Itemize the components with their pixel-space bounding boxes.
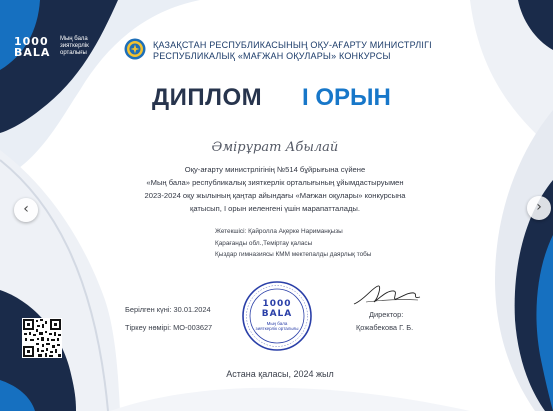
stamp-text-line3: Мың бала — [266, 321, 288, 326]
city-year: Астана қаласы, 2024 жыл — [226, 369, 334, 379]
director-label: Директор: — [369, 310, 404, 319]
carousel-prev-button[interactable] — [14, 198, 38, 222]
organization-stamp — [241, 280, 313, 352]
supervisor-school: Қыздар гимназиясы КММ мектепалды даярлық тобы — [215, 251, 372, 258]
logo-text-line2: зияткерлік — [60, 43, 89, 49]
body-line-3: 2023-2024 оқу жылының қаңтар айындағы «Мағжан оқулары» конкурсына — [144, 191, 406, 200]
stamp-mark-line2: BALA — [261, 309, 293, 319]
chevron-right-icon: › — [536, 199, 542, 215]
logo-mark-line1: 1000 — [14, 35, 49, 48]
diploma-title: ДИПЛОМ — [152, 84, 263, 111]
logo-text — [60, 36, 110, 57]
header-ministry: ҚАЗАҚСТАН РЕСПУБЛИКАСЫНЫҢ ОҚУ-АҒАРТУ МИНИСТРЛІГІ — [153, 40, 432, 50]
stamp-mark-line1: 1000 — [262, 299, 292, 309]
recipient-name: Әмірұрат Абылай — [211, 140, 339, 155]
diploma-place: I ОРЫН — [302, 84, 391, 111]
logo-mark — [14, 36, 50, 58]
logo-text-line3: орталығы — [60, 50, 87, 56]
logo-text-line1: Мың бала — [60, 36, 88, 42]
body-line-1: Оқу-ағарту министрлігінің №514 бұйрығына сүйене — [184, 165, 366, 174]
body-line-4: қатысып, I орын иеленгені үшін марапатталады. — [190, 204, 360, 213]
stamp-text-line4: зияткерлік орталығы — [255, 326, 299, 331]
chevron-left-icon: ‹ — [23, 201, 29, 217]
bottom-curve — [110, 388, 470, 411]
issue-date: Берілген күні: 30.01.2024 — [125, 305, 211, 314]
supervisor-city: Қарағанды обл.,Теміртау қаласы — [215, 240, 313, 247]
thousand-bala-logo — [14, 34, 104, 64]
qr-code-icon[interactable] — [22, 318, 62, 358]
body-line-2: «Мың бала» республикалық зияткерлік орталығының ұйымдастыруымен — [146, 178, 404, 187]
carousel-next-button[interactable] — [527, 196, 551, 220]
director-name: Қожабекова Г. Б. — [356, 323, 414, 332]
registration-number: Тіркеу нөмірі: МО-003627 — [125, 323, 213, 332]
state-emblem-icon — [124, 38, 146, 60]
director-signature — [352, 282, 422, 312]
logo-mark-line2: BALA — [14, 46, 51, 59]
supervisor-name: Жетекшісі: Қайролла Ақерке Нариманқызы — [215, 228, 343, 235]
header-contest: РЕСПУБЛИКАЛЫҚ «МАҒЖАН ОҚУЛАРЫ» КОНКУРСЫ — [153, 51, 391, 61]
